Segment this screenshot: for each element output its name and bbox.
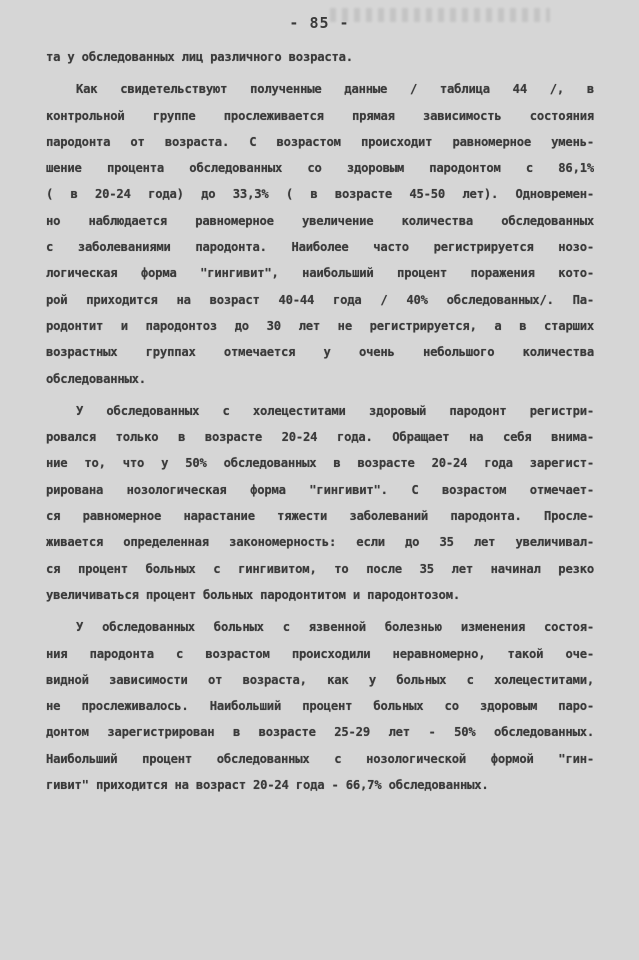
text-line: ние то, что у 50% обследованных в возрасте 20-24 года зарегист- <box>46 456 594 471</box>
text-line: видной зависимости от возраста, как у больных с холецеститами, <box>46 672 594 687</box>
text-line: гивит" приходится на возраст 20-24 года - 66,7% обследованных. <box>46 778 489 793</box>
text-line: с заболеваниями пародонта. Наиболее часто регистрируется нозо- <box>46 240 594 255</box>
paragraph-control-group <box>46 76 594 392</box>
text-line: Наибольший процент обследованных с нозологической формой "гин- <box>46 751 594 766</box>
text-line: ( в 20-24 года) до 33,3% ( в возрасте 45-50 лет). Одновремен- <box>46 187 594 202</box>
text-line: У обследованных с холецеститами здоровый пародонт регистри- <box>76 403 594 418</box>
paragraph-ulcer <box>46 614 594 798</box>
text-line: контрольной группе прослеживается прямая зависимость состояния <box>46 108 594 123</box>
paragraph-continuation <box>46 44 594 70</box>
text-line: Как свидетельствуют полученные данные / таблица 44 /, в <box>76 82 594 97</box>
text-line: рой приходится на возраст 40-44 года / 40% обследованных/. Па- <box>46 292 594 307</box>
text-line: пародонта от возраста. С возрастом происходит равномерное умень- <box>46 134 594 149</box>
text-line: увеличиваться процент больных пародонтитом и пародонтозом. <box>46 587 460 602</box>
text-line: родонтит и пародонтоз до 30 лет не регистрируется, а в старших <box>46 318 594 333</box>
text-line: рирована нозологическая форма "гингивит". С возрастом отмечает- <box>46 482 594 497</box>
text-line: не прослеживалось. Наибольший процент больных со здоровым паро- <box>46 699 594 714</box>
text-line: шение процента обследованных со здоровым пародонтом с 86,1% <box>46 161 594 176</box>
text-line: та у обследованных лиц различного возраста. <box>46 50 353 64</box>
text-line: но наблюдается равномерное увеличение количества обследованных <box>46 213 594 228</box>
text-line: живается определенная закономерность: если до 35 лет увеличивал- <box>46 535 594 550</box>
text-line: ния пародонта с возрастом происходили неравномерно, такой оче- <box>46 646 594 661</box>
text-line: логическая форма "гингивит", наибольший процент поражения кото- <box>46 266 594 281</box>
page-number: - 85 - <box>289 14 350 32</box>
paragraph-cholecystitis <box>46 398 594 608</box>
body-text <box>46 44 594 798</box>
text-line: ся равномерное нарастание тяжести заболеваний пародонта. Просле- <box>46 509 594 524</box>
text-line: донтом зарегистрирован в возрасте 25-29 лет - 50% обследованных. <box>46 725 594 740</box>
text-line: ся процент больных с гингивитом, то после 35 лет начинал резко <box>46 561 594 576</box>
text-line: обследованных. <box>46 371 146 386</box>
text-line: У обследованных больных с язвенной болезнью изменения состоя- <box>76 620 594 635</box>
text-line: возрастных группах отмечается у очень небольшого количества <box>46 345 594 360</box>
text-line: ровался только в возрасте 20-24 года. Обращает на себя внима- <box>46 430 594 445</box>
